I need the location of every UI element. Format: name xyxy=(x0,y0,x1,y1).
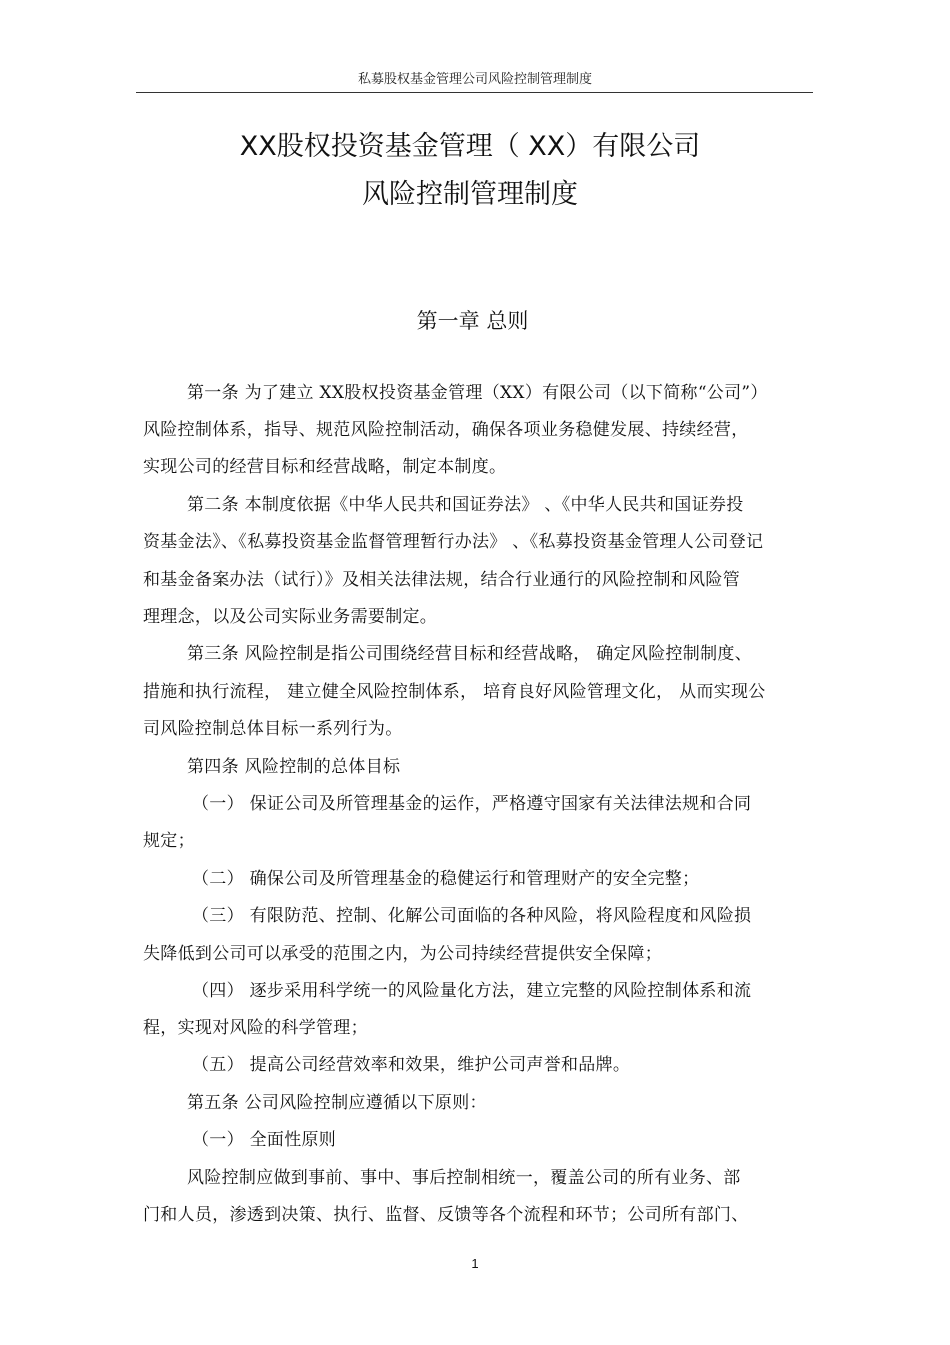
chapter-heading: 第一章 总则 xyxy=(416,309,529,333)
body-line: 程，实现对风险的科学管理； xyxy=(143,1018,368,1038)
body-line: 实现公司的经营目标和经营战略，制定本制度。 xyxy=(143,457,507,477)
body-line: （二） 确保公司及所管理基金的稳健运行和管理财产的安全完整； xyxy=(192,869,700,889)
body-line: （一） 保证公司及所管理基金的运作，严格遵守国家有关法律法规和合同 xyxy=(192,794,752,814)
body-line: 失降低到公司可以承受的范围之内，为公司持续经营提供安全保障； xyxy=(143,944,662,964)
body-line: 理理念，以及公司实际业务需要制定。 xyxy=(143,607,438,627)
body-line: （一） 全面性原则 xyxy=(192,1130,337,1150)
body-line: 风险控制体系，指导、规范风险控制活动，确保各项业务稳健发展、持续经营， xyxy=(143,420,749,440)
body-line: 措施和执行流程， 建立健全风险控制体系， 培育良好风险管理文化， 从而实现公 xyxy=(143,682,766,702)
body-line: 风险控制应做到事前、事中、事后控制相统一，覆盖公司的所有业务、部 xyxy=(187,1168,741,1188)
body-line: 和基金备案办法（试行）》及相关法律法规，结合行业通行的风险控制和风险管 xyxy=(143,570,740,590)
body-line: （三） 有限防范、控制、化解公司面临的各种风险，将风险程度和风险损 xyxy=(192,906,752,926)
body-line: （五） 提高公司经营效率和效果，维护公司声誉和品牌。 xyxy=(192,1055,631,1075)
document-title-line-1: XX股权投资基金管理（ XX）有限公司 xyxy=(239,131,701,162)
header-divider xyxy=(136,92,813,93)
document-title-line-2: 风险控制管理制度 xyxy=(362,179,578,210)
body-line: 门和人员，渗透到决策、执行、监督、反馈等各个流程和环节；公司所有部门、 xyxy=(143,1205,749,1225)
body-line: 规定； xyxy=(143,831,195,851)
body-line: （四） 逐步采用科学统一的风险量化方法，建立完整的风险控制体系和流 xyxy=(192,981,752,1001)
body-line: 第五条 公司风险控制应遵循以下原则： xyxy=(187,1093,487,1113)
running-header: 私募股权基金管理公司风险控制管理制度 xyxy=(357,72,592,87)
body-line: 第二条 本制度依据《中华人民共和国证券法》 、《中华人民共和国证券投 xyxy=(187,495,744,515)
body-line: 第三条 风险控制是指公司围绕经营目标和经营战略， 确定风险控制制度、 xyxy=(187,644,753,664)
body-line: 第一条 为了建立 XX股权投资基金管理（XX）有限公司（以下简称“公司”） xyxy=(187,383,768,403)
body-line: 司风险控制总体目标一系列行为。 xyxy=(143,719,403,739)
body-line: 资基金法》、《私募投资基金监督管理暂行办法》 、《私募投资基金管理人公司登记 xyxy=(143,532,764,552)
page-number: 1 xyxy=(471,1256,479,1271)
body-line: 第四条 风险控制的总体目标 xyxy=(187,757,401,777)
